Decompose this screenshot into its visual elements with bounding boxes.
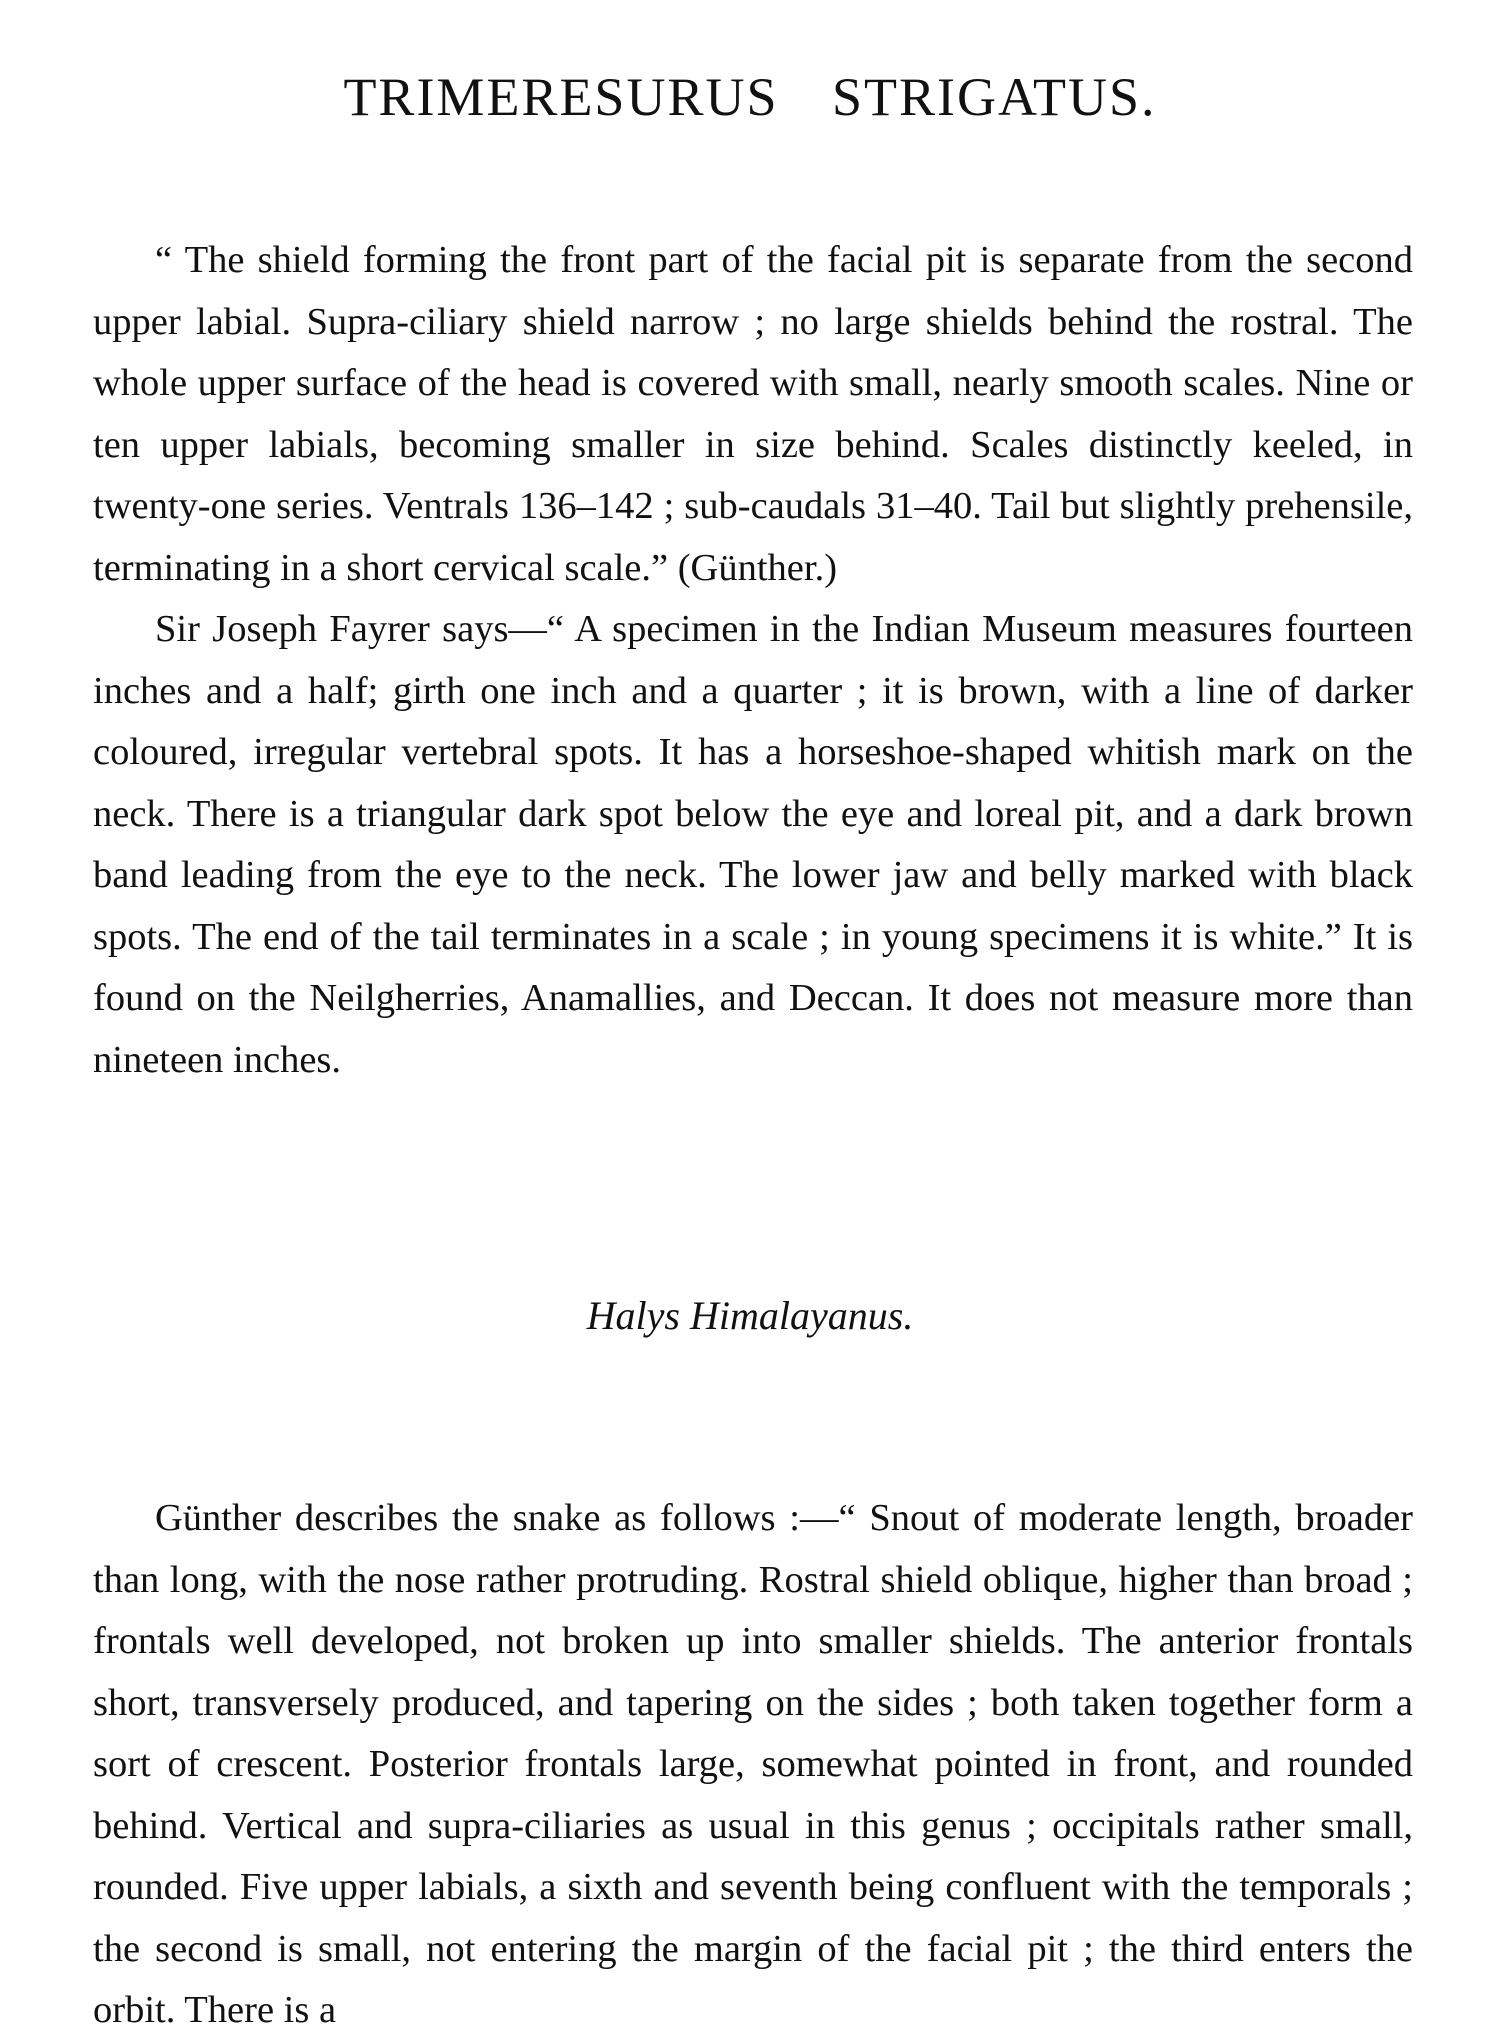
paragraph-fayrer-quote: Sir Joseph Fayrer says—“ A specimen in the Indian Museum measures fourteen inches and a half; girth one inch and a quarter ; it is brown, with a line of darker coloured, irregular vertebral spots. It has a horseshoe-shaped whitish mark on the neck. There is a triangular dark spot below the eye and loreal pit, and a dark brown band leading from the eye to the neck. The lower jaw and belly marked with black spots. The end of the tail terminates in a scale ; in young specimens it is white.” It is found on the Neilgherries, Anamallies, and Deccan. It does not measure more than nineteen inches. [93, 608, 1413, 1081]
paragraph-gunther-quote: “ The shield forming the front part of the facial pit is separate from the second upper labial. Supra-ciliary shield narrow ; no large shields behind the rostral. The whole upper surface of the head is covered with small, nearly smooth scales. Nine or ten upper labials, becoming smaller in size behind. Scales distinctly keeled, in twenty-one series. Ventrals 136–142 ; sub-caudals 31–40. Tail but slightly prehensile, terminating in a short cervical scale.” (Günther.) [93, 239, 1413, 589]
page-title: TRIMERESURUS STRIGATUS. [343, 67, 1157, 127]
section-heading-halys: Halys Himalayanus. [586, 1293, 914, 1338]
section-trimeresurus-text [93, 230, 1413, 1091]
paragraph-halys-description: Günther describes the snake as follows :—“ Snout of moderate length, broader than long, with the nose rather protruding. Rostral shield oblique, higher than broad ; frontals well developed, not broken up into smaller shields. The anterior frontals short, transversely produced, and tapering on the sides ; both taken together form a sort of crescent. Posterior frontals large, somewhat pointed in front, and rounded behind. Vertical and supra-ciliaries as usual in this genus ; occipitals rather small, rounded. Five upper labials, a sixth and seventh being confluent with the temporals ; the second is small, not entering the margin of the facial pit ; the third enters the orbit. There is a [93, 1497, 1413, 2031]
section-halys-text [93, 1488, 1413, 2042]
